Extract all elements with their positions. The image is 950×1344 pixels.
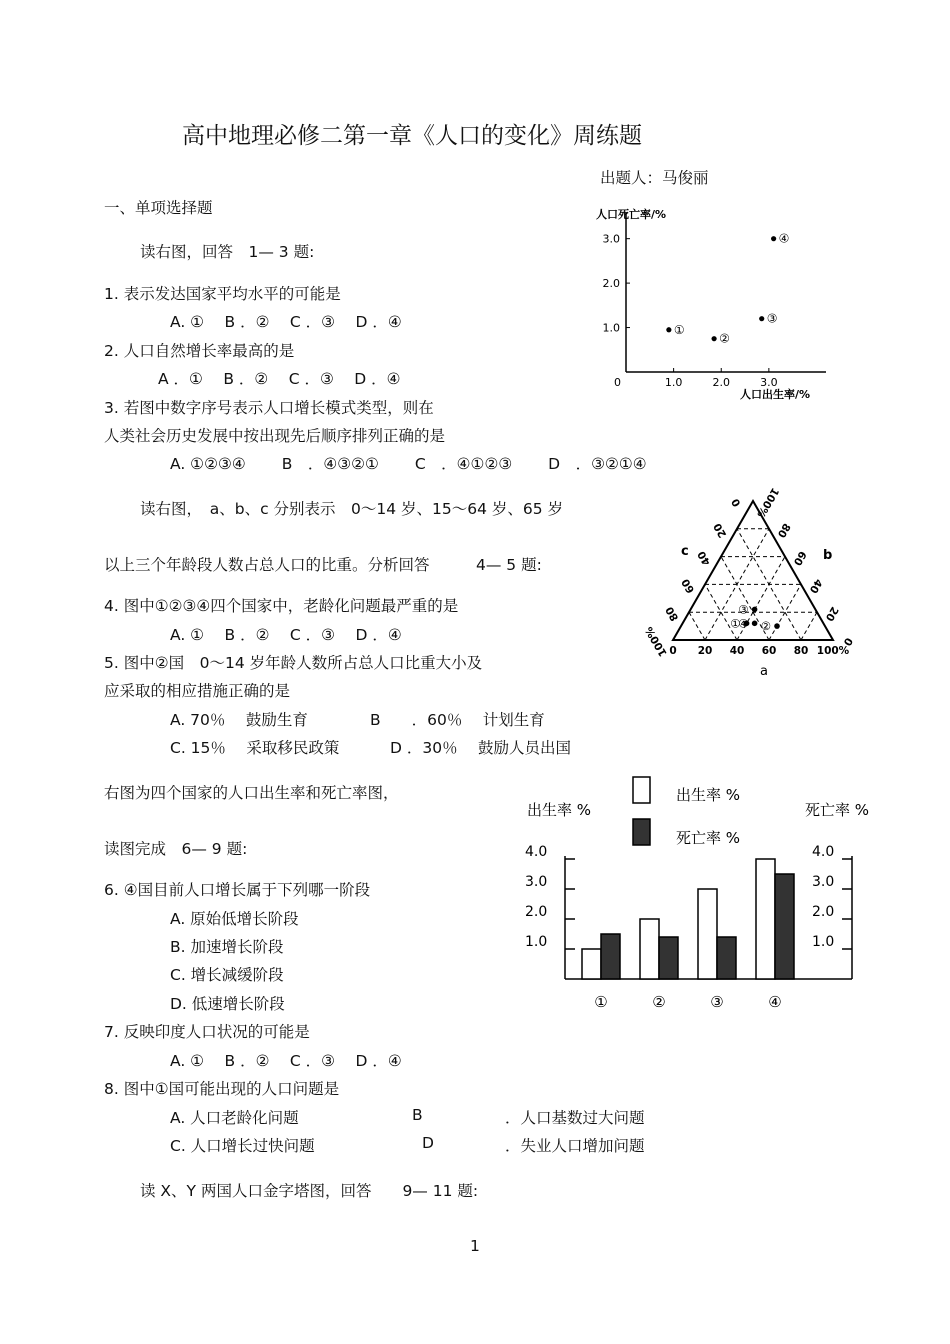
ternary-right-tick: 60 [790, 548, 809, 568]
intro-q4-5-line2: 以上三个年龄段人数占总人口的比重。分析回答 4— 5 题: [104, 556, 542, 574]
q7-stem: 7. 反映印度人口状况的可能是 [104, 1023, 310, 1041]
q8-stem: 8. 图中①国可能出现的人口问题是 [104, 1080, 340, 1098]
ternary-left-tick: 100% [643, 624, 670, 659]
q6-option-b: B. 加速增长阶段 [170, 938, 284, 956]
ternary-left-tick: 40 [695, 548, 714, 568]
q6-option-d: D. 低速增长阶段 [170, 995, 285, 1013]
scatter-point-label: ③ [766, 311, 778, 326]
bar-category-label: ① [594, 993, 608, 1011]
q8-option-d-letter: D [422, 1134, 434, 1152]
ternary-right-tick: 40 [806, 576, 825, 596]
ternary-right-tick: 20 [822, 604, 841, 624]
scatter-x-tick-label: 3.0 [760, 376, 778, 389]
bar-category-label: ④ [768, 993, 782, 1011]
ternary-label-a: a [760, 664, 768, 679]
q8-option-b-letter: B [412, 1106, 423, 1124]
ternary-left-tick: 0 [729, 496, 744, 509]
ternary-left-tick: 60 [679, 576, 698, 596]
bar-ylabel-left: 出生率 % [527, 801, 592, 819]
ternary-point [752, 607, 758, 613]
q2-options: A ．① B ．② C ．③ D ．④ [158, 370, 401, 388]
legend-death-label: 死亡率 % [676, 829, 741, 847]
scatter-point-label: ① [673, 322, 685, 337]
ternary-bottom-tick: 80 [793, 645, 809, 657]
bar-death-rate [659, 937, 678, 979]
q1-stem: 1. 表示发达国家平均水平的可能是 [104, 285, 341, 303]
ternary-label-c: c [681, 544, 689, 559]
q5-option-c: C. 15％ 采取移民政策 [170, 739, 340, 757]
ternary-left-tick: 20 [711, 520, 730, 540]
bar-left-tick-label: 4.0 [525, 844, 548, 860]
scatter-y-tick-label: 1.0 [602, 321, 620, 335]
ternary-chart [640, 482, 865, 682]
ternary-bottom-tick: 60 [761, 645, 777, 657]
scatter-point-label: ④ [778, 231, 790, 246]
scatter-xlabel: 人口出生率/% [740, 388, 811, 401]
q8-option-d-text: ．失业人口增加问题 [505, 1137, 645, 1155]
section-heading: 一、单项选择题 [104, 199, 213, 217]
q3-options: A. ①②③④ B ．④③②① C ．④①②③ D ．③②①④ [170, 455, 647, 473]
scatter-y-tick-label: 3.0 [602, 232, 620, 246]
scatter-point-label: ② [719, 331, 730, 346]
q5-option-d: D ．30％ 鼓励人员出国 [390, 739, 572, 757]
scatter-point [711, 336, 716, 341]
bar-death-rate [717, 937, 736, 979]
intro-q6-9-line1: 右图为四个国家的人口出生率和死亡率图， [104, 784, 399, 802]
ternary-bottom-tick: 100% [816, 645, 850, 657]
bar-death-rate [775, 874, 794, 979]
scatter-point [771, 236, 776, 241]
scatter-point [666, 327, 671, 332]
q1-options: A. ① B ．② C ．③ D ．④ [170, 313, 402, 331]
q6-option-c: C. 增长减缓阶段 [170, 966, 284, 984]
scatter-x-tick-label: 2.0 [712, 376, 730, 389]
legend-birth-label: 出生率 % [676, 786, 741, 804]
ternary-point [774, 623, 780, 629]
scatter-x-tick-label: 1.0 [664, 376, 683, 389]
bar-chart [520, 770, 890, 1020]
bar-left-tick-label: 2.0 [525, 904, 548, 920]
bar-left-tick-label: 3.0 [525, 874, 548, 890]
ternary-right-tick: 80 [774, 520, 793, 540]
ternary-right-tick: 100% [754, 485, 781, 520]
ternary-frame [673, 501, 833, 640]
q3-stem-line1: 3. 若图中数字序号表示人口增长模式类型，则在 [104, 399, 434, 417]
ternary-right-tick: 0 [840, 635, 855, 648]
q4-options: A. ① B ．② C ．③ D ．④ [170, 626, 402, 644]
ternary-left-tick: 80 [663, 604, 682, 624]
intro-q1-3: 读右图，回答 1— 3 题: [140, 243, 315, 261]
ternary-point-label: ④ [738, 616, 749, 631]
ternary-grid-line [689, 612, 705, 640]
q6-stem: 6. ④国目前人口增长属于下列哪一阶段 [104, 881, 371, 899]
intro-q9-11: 读 X、Y 两国人口金字塔图，回答 9— 11 题: [140, 1182, 479, 1200]
bar-right-tick-label: 1.0 [812, 934, 835, 950]
ternary-point-label: ② [760, 619, 771, 634]
bar-birth-rate [582, 949, 601, 979]
ternary-bottom-tick: 0 [669, 645, 677, 657]
ternary-label-b: b [823, 548, 833, 563]
page-number: 1 [470, 1237, 480, 1255]
q7-options: A. ① B ．② C ．③ D ．④ [170, 1052, 402, 1070]
bar-death-rate [601, 934, 620, 979]
bar-category-label: ② [652, 993, 666, 1011]
bar-birth-rate [698, 889, 717, 979]
ternary-bottom-tick: 40 [729, 645, 745, 657]
q6-option-a: A. 原始低增长阶段 [170, 910, 299, 928]
ternary-point-label: ③ [738, 602, 749, 617]
legend-death-swatch [633, 819, 650, 845]
bar-birth-rate [756, 859, 775, 979]
intro-q6-9-line2: 读图完成 6— 9 题: [104, 840, 248, 858]
bar-right-tick-label: 3.0 [812, 874, 835, 890]
scatter-origin-label: 0 [614, 376, 621, 389]
q5-option-b: B ．60％ 计划生育 [370, 711, 545, 729]
ternary-point [752, 621, 758, 627]
q5-stem-line2: 应采取的相应措施正确的是 [104, 682, 291, 700]
q3-stem-line2: 人类社会历史发展中按出现先后顺序排列正确的是 [104, 427, 446, 445]
intro-q4-5-line1: 读右图， a、b、c 分别表示 0～14 岁、15～64 岁、65 岁 [140, 500, 564, 518]
scatter-chart [590, 200, 840, 405]
scatter-point [759, 316, 764, 321]
ternary-bottom-tick: 20 [697, 645, 713, 657]
legend-birth-swatch [633, 777, 650, 803]
bar-birth-rate [640, 919, 659, 979]
ternary-grid-line [801, 612, 817, 640]
bar-ylabel-right: 死亡率 % [805, 801, 870, 819]
bar-right-tick-label: 4.0 [812, 844, 835, 860]
page-title: 高中地理必修二第一章《人口的变化》周练题 [182, 123, 642, 149]
q8-option-a: A. 人口老龄化问题 [170, 1109, 299, 1127]
q4-stem: 4. 图中①②③④四个国家中，老龄化问题最严重的是 [104, 597, 459, 615]
q2-stem: 2. 人口自然增长率最高的是 [104, 342, 295, 360]
q8-option-b-text: ．人口基数过大问题 [505, 1109, 645, 1127]
bar-left-tick-label: 1.0 [525, 934, 548, 950]
q5-stem-line1: 5. 图中②国 0～14 岁年龄人数所占总人口比重大小及 [104, 654, 483, 672]
ternary-point-label: ① [730, 616, 741, 631]
q5-option-a: A. 70％ 鼓励生育 [170, 711, 308, 729]
scatter-ylabel: 人口死亡率/% [596, 208, 667, 221]
scatter-y-tick-label: 2.0 [602, 277, 620, 291]
author-line: 出题人：马俊丽 [600, 169, 709, 187]
bar-right-tick-label: 2.0 [812, 904, 835, 920]
q8-option-c: C. 人口增长过快问题 [170, 1137, 315, 1155]
bar-category-label: ③ [710, 993, 724, 1011]
